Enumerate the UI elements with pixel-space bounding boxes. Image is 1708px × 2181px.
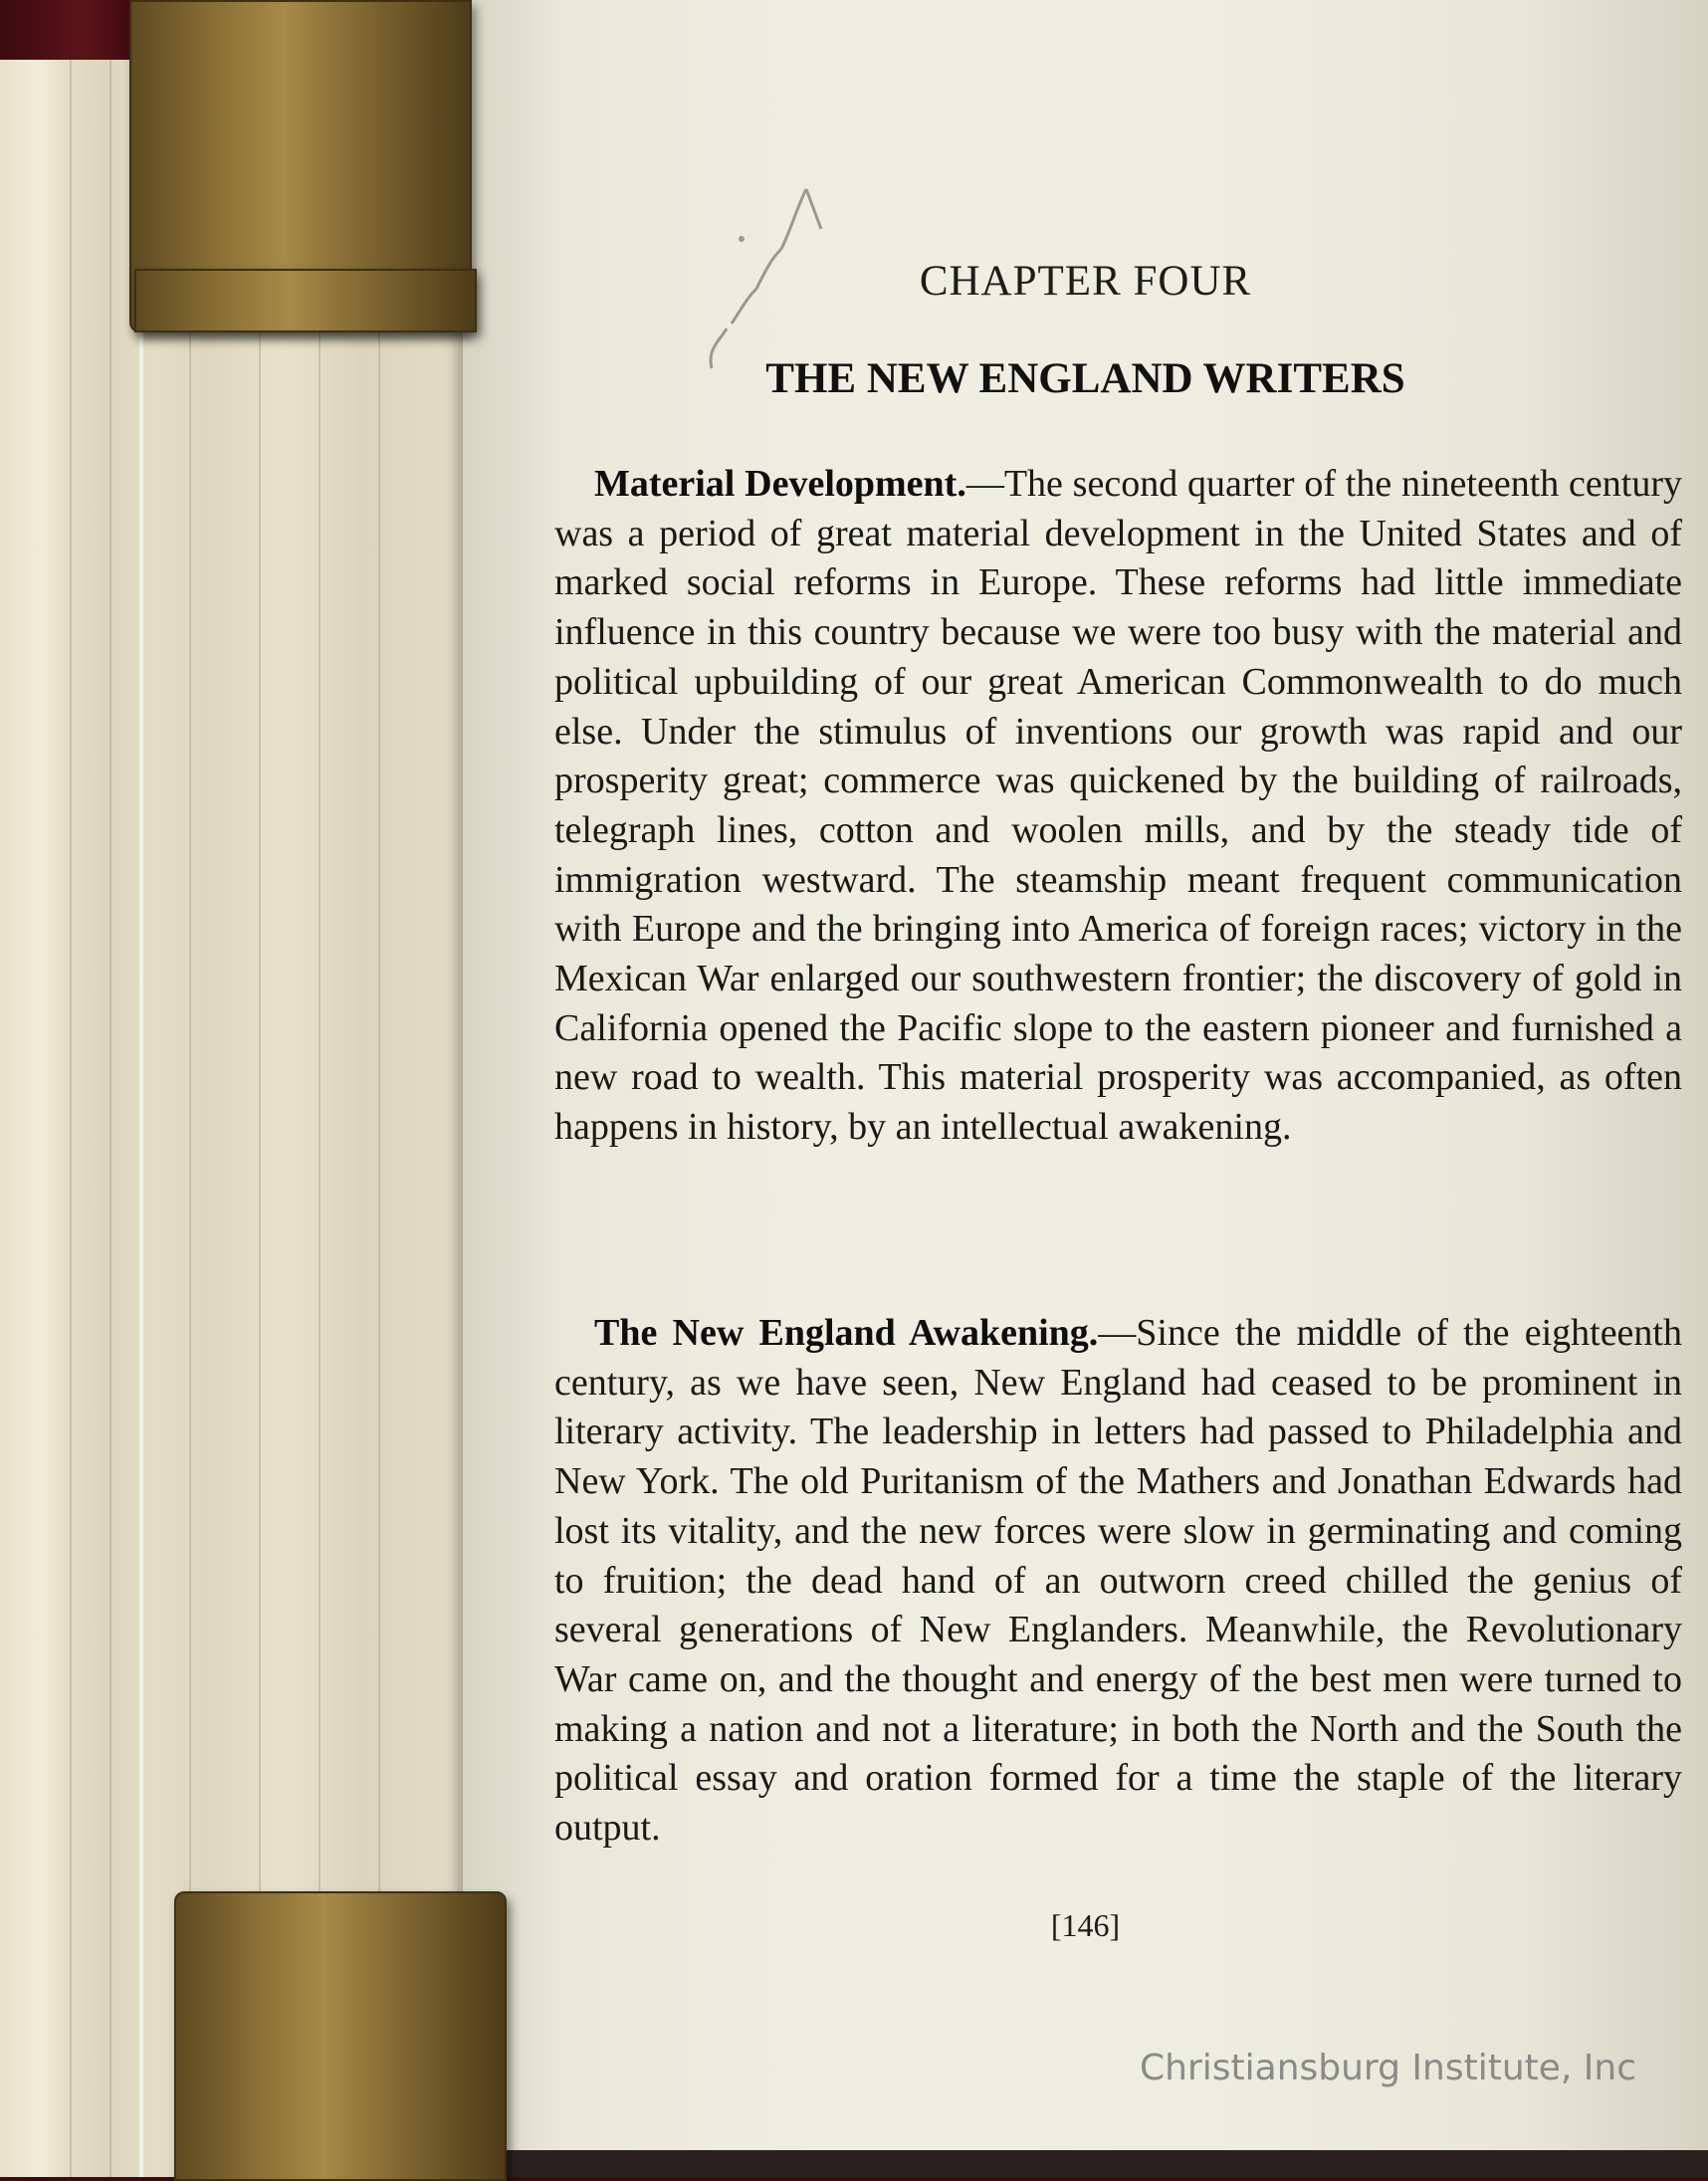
section-heading: Material Development. xyxy=(594,463,966,505)
section-heading: The New England Awakening. xyxy=(594,1312,1099,1354)
paragraph-material-development xyxy=(554,460,1682,1153)
paragraph-body: —Since the middle of the eighteenth century, as we have seen, New England had ceased to be prominent in literary activity. The leadership in letters had passed to Philadelphia and New York. The old Puritanism of the Mathers and Jonathan Edwards had lost its vitality, and the new forces were slow in germinating and coming to fruition; the dead hand of an outworn creed chilled the genius of several generations of New Englanders. Meanwhile, the Revolutionary War came on, and the thought and energy of the best men were turned to making a nation and not a literature; in both the North and the South the political essay and oration formed for a time the staple of the literary output. xyxy=(554,1312,1682,1850)
watermark: Christiansburg Institute, Inc xyxy=(1140,2048,1637,2088)
left-page-edges xyxy=(0,60,518,2177)
brass-clip-top-lip xyxy=(134,269,477,332)
brass-clip-bottom xyxy=(174,1891,507,2181)
paragraph-new-england-awakening xyxy=(554,1309,1682,1854)
chapter-heading: CHAPTER FOUR xyxy=(919,258,1252,305)
chapter-title: THE NEW ENGLAND WRITERS xyxy=(765,355,1405,402)
paragraph-body: —The second quarter of the nineteenth century was a period of great material development in the United States and of marked social reforms in Europe. These reforms had little immediate influence in this country because we were too busy with the material and political upbuilding of our great American Commonwealth to do much else. Under the stimulus of inventions our growth was rapid and our prosperity great; commerce was quickened by the building of railroads, telegraph lines, cotton and woolen mills, and by the steady tide of immigration westward. The steamship meant frequent communication with Europe and the bringing into America of foreign races; victory in the Mexican War enlarged our southwestern frontier; the discovery of gold in California opened the Pacific slope to the eastern pioneer and furnished a new road to wealth. This material prosperity was accompanied, as often happens in history, by an intellectual awakening. xyxy=(554,463,1682,1149)
page-bottom-shadow xyxy=(463,2150,1708,2177)
page-number: [146] xyxy=(1050,1907,1121,1943)
